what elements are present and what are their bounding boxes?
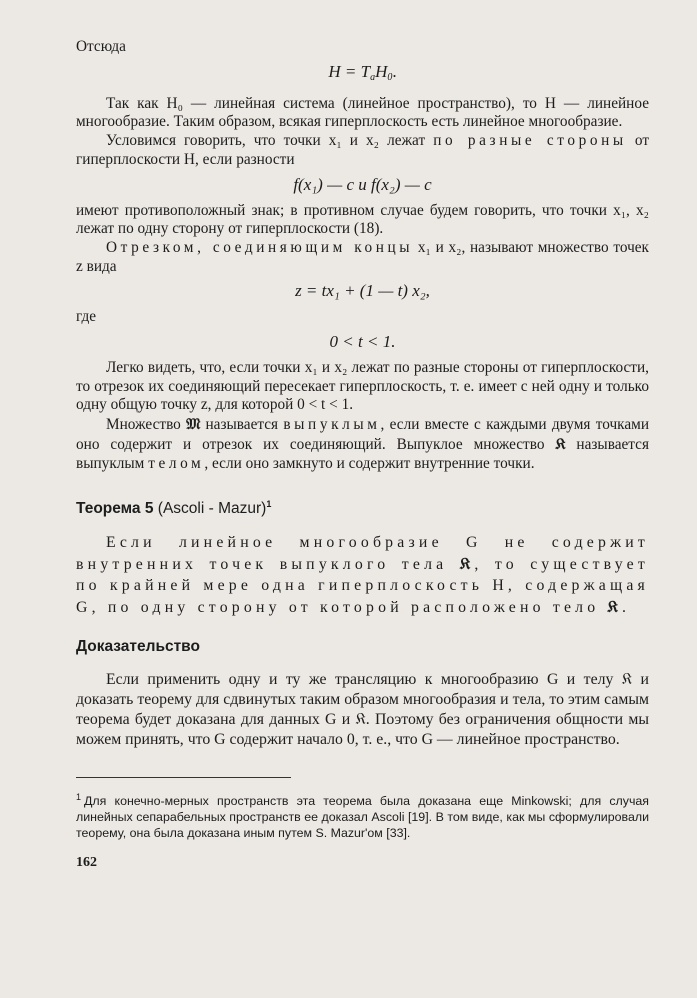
fraktur-k-symbol: 𝔎	[607, 597, 623, 617]
proof-text: Если применить одну и ту же трансляцию к многообразию G и телу 𝔎 и доказать теорему для сдвинутых таким образом многообразия и тела, то этим самым теорема будет доказана для данных G и 𝔎. Поэтому без ограничения общности мы можем принять, что G содержит начало 0, т. е., что G — линейное пространство.	[76, 671, 649, 749]
formula-t-range: 0 < t < 1.	[329, 332, 396, 352]
paragraph-opposite-sign: имеют противоположный знак; в противном случае будем говорить, что точки x₁, x₂ лежат по одну сторону от гиперплоскости (18).	[76, 201, 649, 238]
paragraph-linear-manifold: Так как H₀ — линейная система (линейное пространство), то H — линейное многообразие. Таким образом, всякая гиперплоскость есть линейное многообразие.	[76, 94, 649, 131]
paragraph-segment-intersects: Легко видеть, что, если точки x₁ и x₂ лежат по разные стороны от гиперплоскости, то отрезок их соединяющий пересекает гиперплоскость, т. е. имеет с ней одну и только одну общую точку z, для которой 0 < t < 1.	[76, 359, 649, 414]
page-number: 162	[76, 855, 97, 871]
formula-differences: f(x₁) — c и f(x₂) — c	[293, 174, 432, 194]
theorem-heading: Теорема 5 (Ascoli - Mazur)$^1$	[76, 499, 272, 518]
paragraph-convex-definition: Множество 𝔐 называется выпуклым, если вместе с каждыми двумя точками оно содержит и отрезок их соединяющий. Выпуклое множество 𝔎 называется выпуклым телом, если оно замкнуто и содержит внутренние точки.	[76, 415, 650, 472]
fraktur-k-symbol: 𝔎	[459, 554, 475, 574]
paragraph-segment-definition: Отрезком, соединяющим концы x₁ и x₂, называют множество точек z вида	[76, 238, 649, 275]
footnote-divider	[76, 777, 291, 778]
fraktur-k-symbol: 𝔎	[555, 434, 566, 453]
proof-heading: Доказательство	[76, 638, 200, 656]
paragraph-intro: Отсюда	[76, 38, 126, 55]
paragraph-different-sides: Условимся говорить, что точки x₁ и x₂ лежат по разные стороны от гиперплоскости H, если разности	[76, 132, 650, 168]
formula-h-equals-ta-h0: $H = T_aH_0$.	[328, 61, 397, 83]
formula-segment: z = tx₁ + (1 — t) x₂,	[295, 281, 430, 301]
theorem-statement: Если линейное многообразие G не содержит внутренних точек выпуклого тела 𝔎, то существует по крайней мере одна гиперплоскость H, содержащая G, по одну сторону от которой расположено тело 𝔎.	[76, 534, 649, 617]
paragraph-where: где	[76, 308, 97, 326]
fraktur-m-symbol: 𝔐	[186, 415, 201, 434]
footnote: $^1$ Для конечно-мерных пространств эта теорема была доказана еще Minkowski; для случая линейных сепарабельных пространств ее доказал Ascoli [19]. В том виде, как мы сформулировали теорему, она была доказана иным путем S. Mazur'ом [33].	[76, 792, 649, 840]
